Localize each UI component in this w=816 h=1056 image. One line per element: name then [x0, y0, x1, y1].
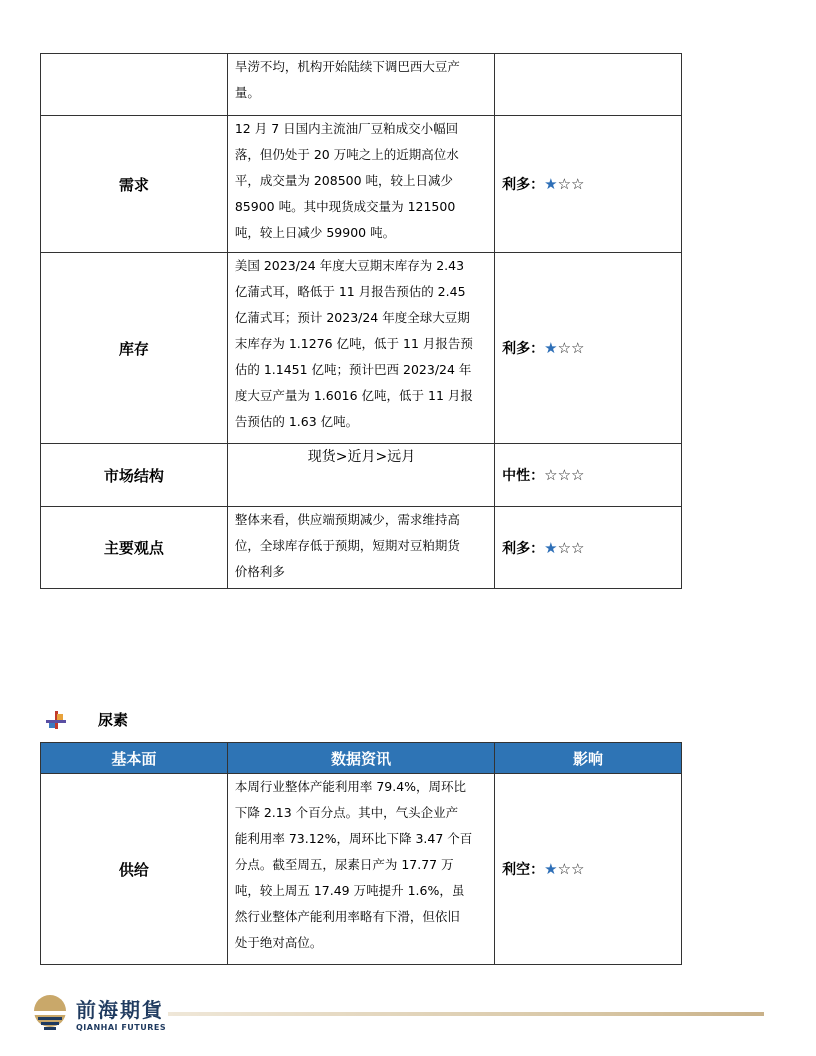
- footer-divider: [168, 1012, 764, 1016]
- table-row: [41, 774, 682, 965]
- row-impact: [495, 507, 682, 589]
- row-label-demand: 需求: [41, 116, 228, 253]
- star-filled-icon: ★: [544, 538, 558, 557]
- row-data: 现货>近月>远月: [227, 444, 494, 507]
- star-empty-icon: ☆: [571, 339, 585, 357]
- section-heading: [46, 709, 128, 730]
- row-data: 12 月 7 日国内主流油厂豆粕成交小幅回 落，但仍处于 20 万吨之上的近期高位水 平，成交量为 208500 吨，较上日减少 85900 吨。其中现货成交量为 121500 吨，较上日减少 59900 吨。: [227, 116, 494, 253]
- star-filled-icon: ★: [544, 860, 558, 878]
- row-impact: [495, 54, 682, 116]
- section-title: 尿素: [98, 711, 129, 729]
- section-bullet-icon: [46, 711, 66, 729]
- star-empty-icon: ☆: [557, 339, 572, 357]
- star-filled-icon: ★: [544, 339, 558, 357]
- star-empty-icon: ☆: [571, 860, 585, 878]
- table-row: [41, 444, 682, 507]
- row-data: 整体来看，供应端预期减少，需求维持高 位，全球库存低于预期，短期对豆粕期货 价格利多: [227, 507, 494, 589]
- row-impact: [495, 116, 682, 253]
- star-empty-icon: ☆: [557, 175, 572, 193]
- row-label-supply: 供给: [41, 774, 228, 965]
- star-filled-icon: ★: [544, 175, 558, 193]
- row-impact: [495, 253, 682, 444]
- header-impact: 影响: [495, 743, 682, 774]
- logo-name-cn: 前海期貨: [76, 998, 164, 1022]
- row-impact: [495, 774, 682, 965]
- logo-emblem-icon: [30, 993, 70, 1033]
- header-data-info: 数据资讯: [227, 743, 494, 774]
- row-data: 美国 2023/24 年度大豆期末库存为 2.43 亿蒲式耳，略低于 11 月报告预估的 2.45 亿蒲式耳；预计 2023/24 年度全球大豆期 末库存为 1.1276 亿吨，低于 11 月报告预 估的 1.1451 亿吨；预计巴西 2023/24 年 度大豆产量为 1.6016 亿吨，低于 11 月报 告预估的 1.63 亿吨。: [227, 253, 494, 444]
- impact-label: 中性：: [502, 468, 545, 484]
- star-empty-icon: ☆: [557, 860, 572, 878]
- table-row: [41, 507, 682, 589]
- logo-name-en: QIANHAI FUTURES: [76, 1023, 167, 1032]
- header-fundamentals: 基本面: [41, 743, 228, 774]
- table-row: [41, 116, 682, 253]
- star-empty-icon: ☆: [557, 538, 572, 557]
- impact-label: 利多：: [502, 177, 545, 193]
- star-empty-icon: ☆: [544, 466, 558, 484]
- impact-label: 利多：: [502, 540, 545, 557]
- row-data: 旱涝不均，机构开始陆续下调巴西大豆产 量。: [227, 54, 494, 116]
- row-impact: [495, 444, 682, 507]
- impact-label: 利空：: [502, 862, 545, 878]
- row-label-inventory: 库存: [41, 253, 228, 444]
- table-row: [41, 54, 682, 116]
- star-empty-icon: ☆: [571, 175, 585, 193]
- table-header-row: [41, 743, 682, 774]
- star-empty-icon: ☆: [557, 466, 572, 484]
- star-empty-icon: ☆: [571, 538, 585, 557]
- star-empty-icon: ☆: [571, 466, 585, 484]
- table-row: [41, 253, 682, 444]
- row-label-main-view: 主要观点: [41, 507, 228, 589]
- soymeal-table: [40, 53, 682, 589]
- row-data: 本周行业整体产能利用率 79.4%，周环比 下降 2.13 个百分点。其中，气头企业产 能利用率 73.12%，周环比下降 3.47 个百 分点。截至周五，尿素日产为 17.77 万 吨，较上周五 17.49 万吨提升 1.6%，虽 然行业整体产能利用率略有下滑，但依旧 处于绝对高位。: [227, 774, 494, 965]
- impact-label: 利多：: [502, 341, 545, 357]
- company-logo: [30, 993, 166, 1033]
- urea-table: [40, 742, 682, 965]
- row-label-market-structure: 市场结构: [41, 444, 228, 507]
- row-label: [41, 54, 228, 116]
